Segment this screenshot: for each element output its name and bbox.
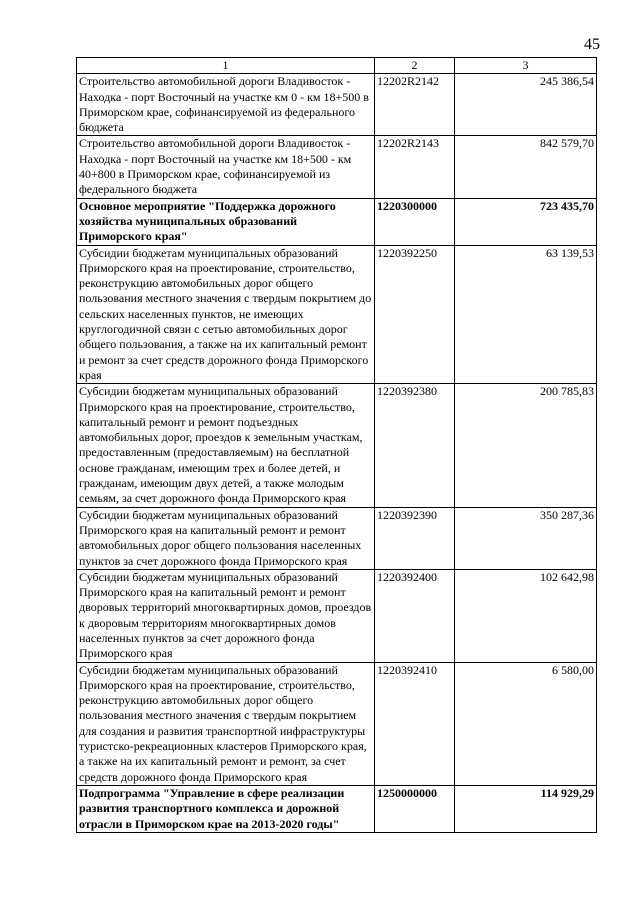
row-code: 1220392380 xyxy=(375,384,455,507)
page-number: 45 xyxy=(584,36,600,53)
row-amount: 350 287,36 xyxy=(455,507,597,569)
header-col-1: 1 xyxy=(77,58,375,74)
budget-table xyxy=(76,57,597,833)
row-amount: 723 435,70 xyxy=(455,198,597,245)
row-amount: 102 642,98 xyxy=(455,569,597,662)
row-name: Подпрограмма "Управление в сфере реализации развития транспортного комплекса и дорожной отрасли в Приморском крае на 2013-2020 годы" xyxy=(77,785,375,832)
row-name: Субсидии бюджетам муниципальных образований Приморского края на капитальный ремонт и ремонт автомобильных дорог общего пользования населенных пунктов за счет дорожного фонда Приморского края xyxy=(77,507,375,569)
table-row xyxy=(77,662,597,785)
row-code: 1220392250 xyxy=(375,245,455,384)
row-name: Субсидии бюджетам муниципальных образований Приморского края на капитальный ремонт и ремонт дворовых территорий многоквартирных домов, проездов к дворовым территориям многоквартирных домов населенных пунктов за счет дорожного фонда Приморского края xyxy=(77,569,375,662)
row-name: Субсидии бюджетам муниципальных образований Приморского края на проектирование, строительство, реконструкцию автомобильных дорог общего пользования местного значения с твердым покрытием для создания и развития транспортной инфраструктуры туристско-рекреационных кластеров Приморского края, а также на их капитальный ремонт и ремонт, за счет средств дорожного фонда Приморского края xyxy=(77,662,375,785)
table-row xyxy=(77,136,597,198)
row-code: 12202R2142 xyxy=(375,74,455,136)
row-amount: 6 580,00 xyxy=(455,662,597,785)
table-header-row xyxy=(77,58,597,74)
row-code: 1220300000 xyxy=(375,198,455,245)
row-amount: 245 386,54 xyxy=(455,74,597,136)
row-name: Субсидии бюджетам муниципальных образований Приморского края на проектирование, строительство, реконструкцию автомобильных дорог общего пользования местного значения с твердым покрытием до сельских населенных пунктов, не имеющих круглогодичной связи с сетью автомобильных дорог общего пользования, а также на их капитальный ремонт и ремонт за счет средств дорожного фонда Приморского края xyxy=(77,245,375,384)
table-row-subprogram xyxy=(77,785,597,832)
row-amount: 842 579,70 xyxy=(455,136,597,198)
header-col-2: 2 xyxy=(375,58,455,74)
header-col-3: 3 xyxy=(455,58,597,74)
table-row xyxy=(77,245,597,384)
row-code: 12202R2143 xyxy=(375,136,455,198)
row-name: Строительство автомобильной дороги Владивосток - Находка - порт Восточный на участке км 18+500 - км 40+800 в Приморском крае, софинансируемой из федерального бюджета xyxy=(77,136,375,198)
table-row xyxy=(77,384,597,507)
table-row xyxy=(77,507,597,569)
row-code: 1220392390 xyxy=(375,507,455,569)
row-code: 1220392400 xyxy=(375,569,455,662)
table-row xyxy=(77,569,597,662)
row-code: 1250000000 xyxy=(375,785,455,832)
table-row xyxy=(77,74,597,136)
row-amount: 200 785,83 xyxy=(455,384,597,507)
table-row-main-activity xyxy=(77,198,597,245)
row-code: 1220392410 xyxy=(375,662,455,785)
row-name: Субсидии бюджетам муниципальных образований Приморского края на проектирование, строительство, капитальный ремонт и ремонт подъездных автомобильных дорог, проездов к земельным участкам, предоставленным (предоставляемым) на бесплатной основе гражданам, имеющим трех и более детей, и гражданам, имеющим двух детей, а также молодым семьям, за счет дорожного фонда Приморского края xyxy=(77,384,375,507)
row-name: Основное мероприятие "Поддержка дорожного хозяйства муниципальных образований Приморского края" xyxy=(77,198,375,245)
row-amount: 114 929,29 xyxy=(455,785,597,832)
row-name: Строительство автомобильной дороги Владивосток - Находка - порт Восточный на участке км 0 - км 18+500 в Приморском крае, софинансируемой из федерального бюджета xyxy=(77,74,375,136)
row-amount: 63 139,53 xyxy=(455,245,597,384)
